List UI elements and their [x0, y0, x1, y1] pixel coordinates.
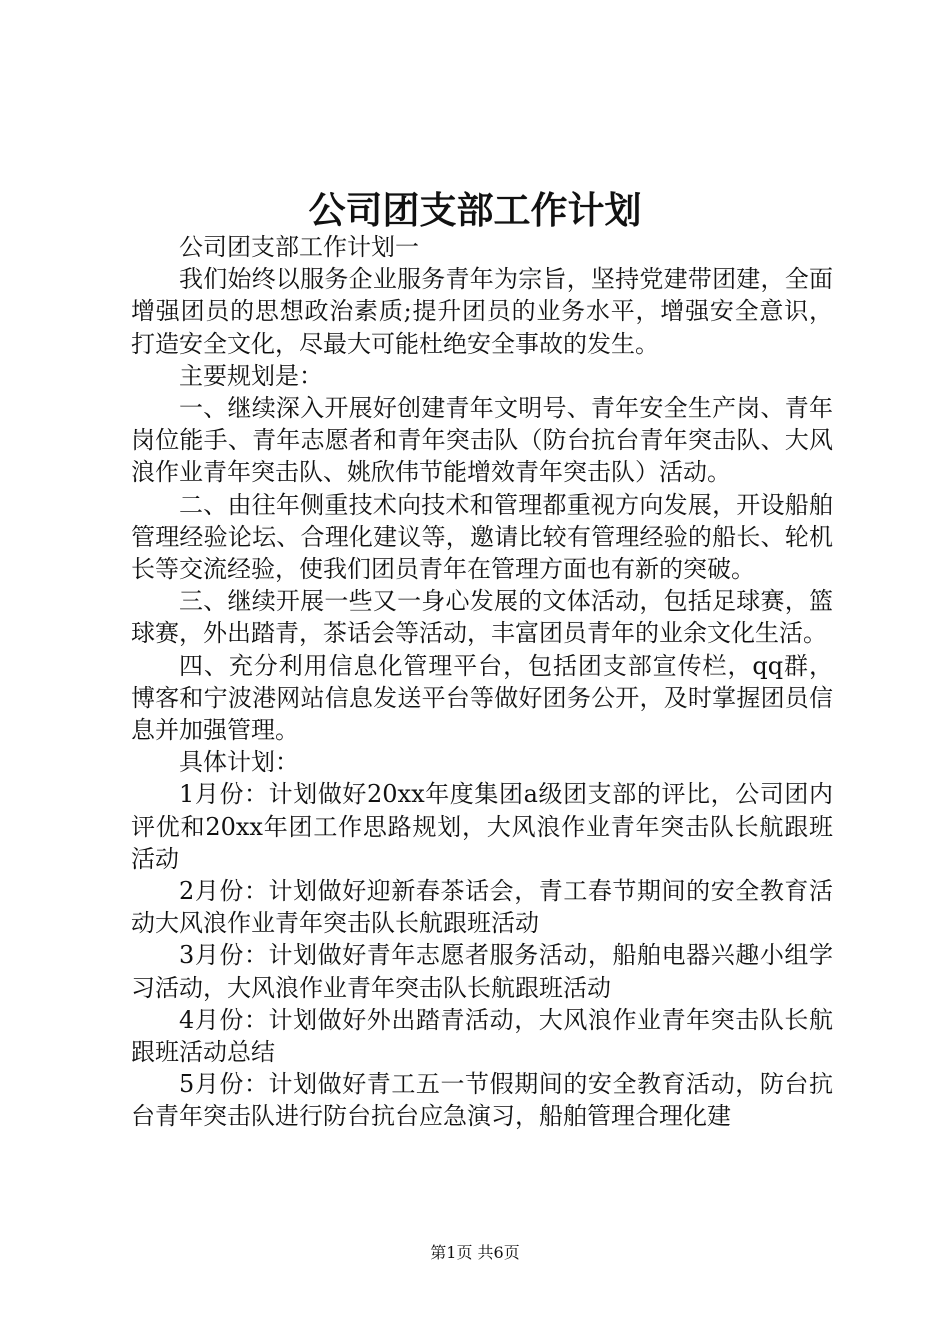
paragraph: 公司团支部工作计划一 — [179, 233, 419, 261]
paragraph: 5月份：计划做好青工五一节假期间的安全教育活动，防台抗台青年突击队进行防台抗台应急演习，船舶管理合理化建 — [131, 1070, 833, 1131]
paragraph: 二、由往年侧重技术向技术和管理都重视方向发展，开设船舶管理经验论坛、合理化建议等，邀请比较有管理经验的船长、轮机长等交流经验，使我们团员青年在管理方面也有新的突破。 — [131, 490, 833, 584]
paragraph: 一、继续深入开展好创建青年文明号、青年安全生产岗、青年岗位能手、青年志愿者和青年突击队（防台抗台青年突击队、大风浪作业青年突击队、姚欣伟节能增效青年突击队）活动。 — [131, 394, 833, 487]
paragraph: 具体计划： — [179, 748, 299, 777]
document-body — [131, 231, 833, 1133]
paragraph: 三、继续开展一些又一身心发展的文体活动，包括足球赛，篮球赛，外出踏青，茶话会等活动，丰富团员青年的业余文化生活。 — [131, 587, 833, 648]
paragraph: 主要规划是： — [179, 361, 323, 390]
paragraph: 4月份：计划做好外出踏青活动，大风浪作业青年突击队长航跟班活动总结 — [131, 1005, 833, 1067]
paragraph: 我们始终以服务企业服务青年为宗旨，坚持党建带团建，全面增强团员的思想政治素质;提升团员的业务水平，增强安全意识，打造安全文化，尽最大可能杜绝安全事故的发生。 — [131, 265, 833, 358]
paragraph: 四、充分利用信息化管理平台，包括团支部宣传栏，qq群，博客和宁波港网站信息发送平台等做好团务公开，及时掌握团员信息并加强管理。 — [131, 651, 833, 745]
page-footer: 第1页 共6页 — [430, 1243, 520, 1262]
paragraph: 2月份：计划做好迎新春茶话会，青工春节期间的安全教育活动大风浪作业青年突击队长航跟班活动 — [131, 877, 833, 938]
document-title: 公司团支部工作计划 — [308, 188, 642, 232]
paragraph: 1月份：计划做好20xx年度集团a级团支部的评比，公司团内评优和20xx年团工作思路规划，大风浪作业青年突击队长航跟班活动 — [131, 780, 833, 873]
paragraph: 3月份：计划做好青年志愿者服务活动，船舶电器兴趣小组学习活动，大风浪作业青年突击队长航跟班活动 — [131, 941, 833, 1002]
